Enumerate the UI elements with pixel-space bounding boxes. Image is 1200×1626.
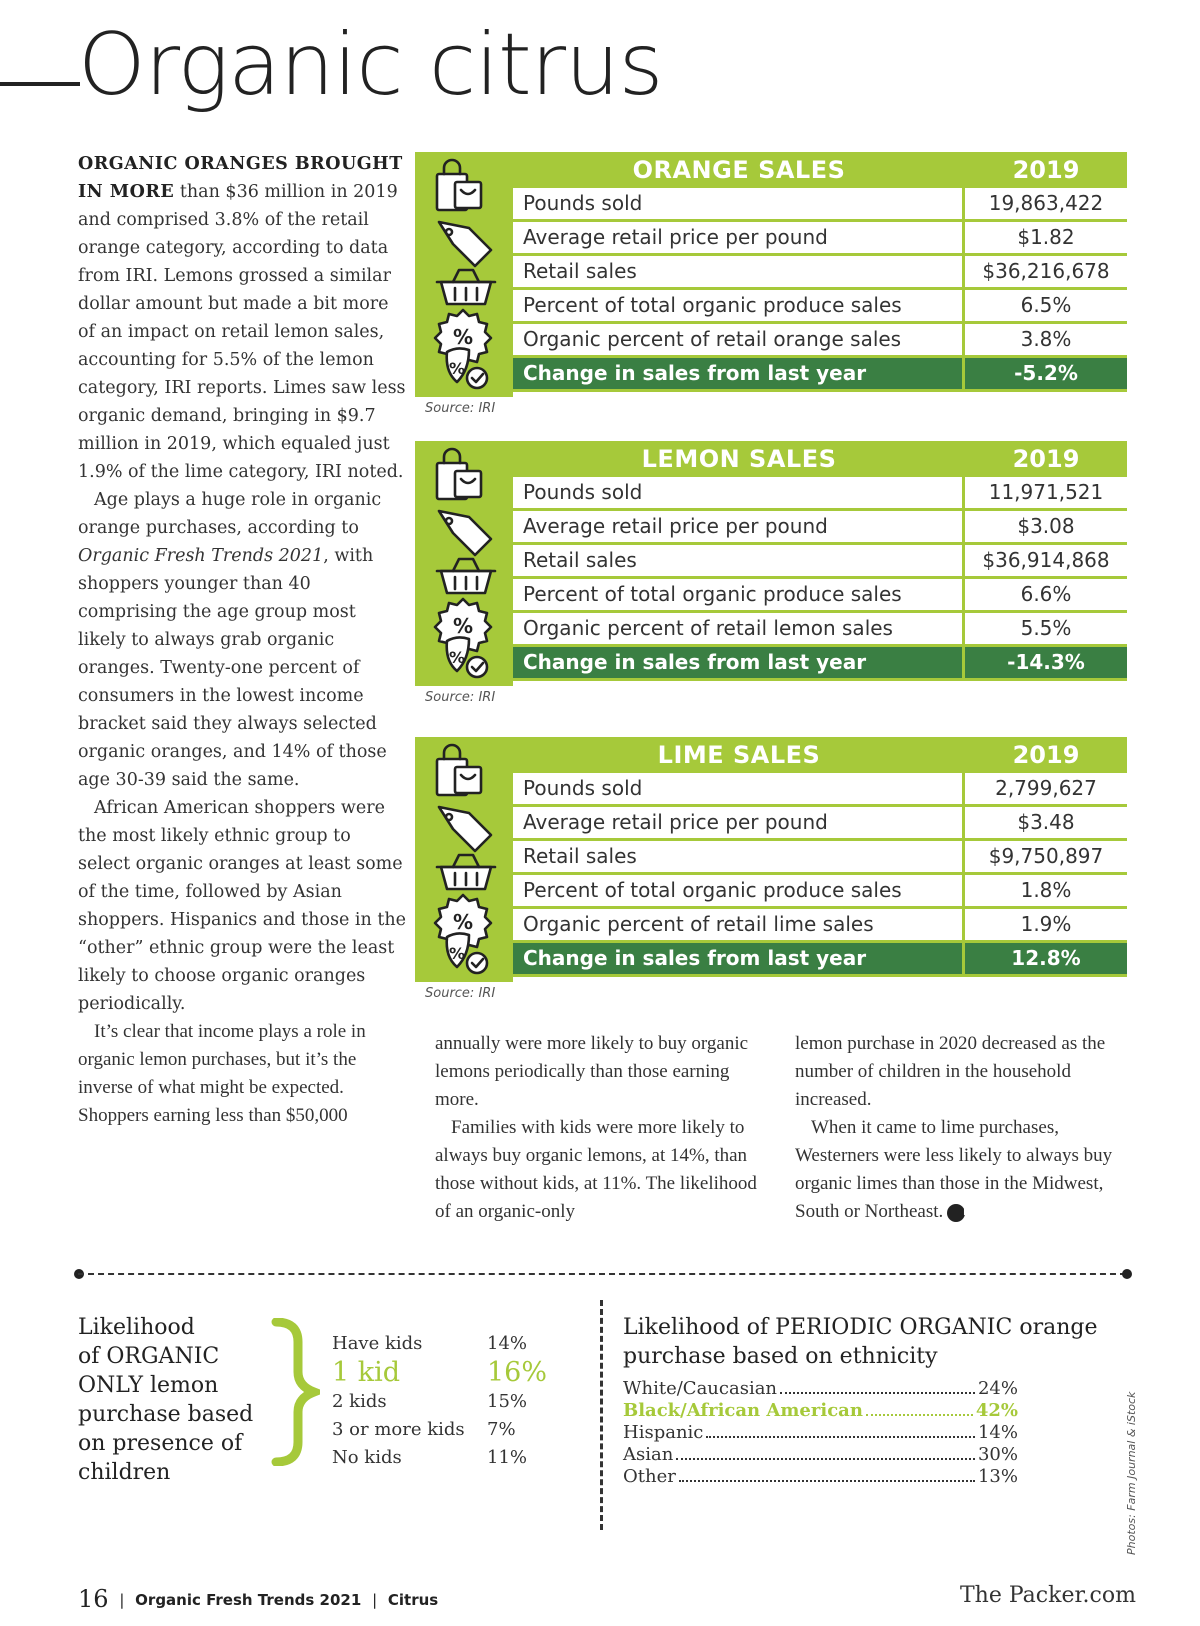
col2-paragraph-2: Families with kids were more likely to always buy organic lemons, at 14%, than those without kids, at 11%. The likelihood of an organic-only (435, 1117, 757, 1222)
kids-row-value: 14% (487, 1333, 528, 1354)
basket-icon (437, 270, 495, 304)
article-paragraph-2 (78, 486, 408, 794)
row-value: $3.08 (1017, 514, 1075, 538)
row-label: Retail sales (513, 841, 965, 872)
table-source: Source: IRI (425, 690, 496, 705)
table-row (513, 477, 1127, 511)
ethnicity-row (623, 1422, 1018, 1444)
table-row (513, 290, 1127, 324)
row-value: 1.9% (1020, 912, 1072, 936)
ethnicity-value: 42% (975, 1400, 1018, 1421)
col2-paragraph-1: annually were more likely to buy organic lemons periodically than those earning more. (435, 1033, 749, 1110)
row-label: Percent of total organic produce sales (513, 579, 965, 610)
table-row (513, 545, 1127, 579)
end-mark-badge: FT (947, 1204, 965, 1222)
row-value: $36,216,678 (982, 259, 1110, 283)
article-column-1 (78, 150, 408, 1130)
table-source: Source: IRI (425, 986, 496, 1001)
table-row (513, 909, 1127, 943)
publication-name: Organic Fresh Trends 2021 (135, 1591, 362, 1609)
kids-row (332, 1444, 562, 1472)
table-title: LEMON SALES (641, 445, 837, 473)
table-row (513, 807, 1127, 841)
row-label: Pounds sold (513, 773, 965, 804)
ethnicity-label: Asian (623, 1444, 674, 1465)
col3-paragraph-2 (795, 1114, 1135, 1226)
row-label: Change in sales from last year (513, 943, 965, 974)
row-value: $9,750,897 (988, 844, 1104, 868)
section-divider (78, 1273, 1126, 1275)
row-value: 6.6% (1020, 582, 1072, 606)
row-label: Change in sales from last year (513, 358, 965, 389)
paragraph-2-text-a: Age plays a huge role in organic orange purchases, according to (78, 490, 382, 538)
svg-text:%: % (449, 648, 466, 667)
article-column-3 (795, 1030, 1135, 1226)
table-row (513, 324, 1127, 358)
row-value: 1.8% (1020, 878, 1072, 902)
price-tag-icon (439, 511, 491, 555)
table-row (513, 222, 1127, 256)
svg-text:%: % (453, 325, 474, 349)
ethnicity-row (623, 1378, 1018, 1400)
ethnicity-box-title (623, 1313, 1097, 1371)
article-paragraph-4: It’s clear that income plays a role in organic lemon purchases, but it’s the inverse of what might be expected. Shoppers earning less than $50,000 (78, 1021, 366, 1126)
kids-box-title (78, 1313, 253, 1487)
table-title: ORANGE SALES (632, 156, 846, 184)
ethnicity-list (623, 1378, 1018, 1488)
table-header (513, 737, 1127, 773)
ethnicity-title-line: Likelihood of PERIODIC ORGANIC orange (623, 1315, 1098, 1340)
row-label: Organic percent of retail lime sales (513, 909, 965, 940)
sales-table (415, 152, 1127, 397)
row-value: 11,971,521 (988, 480, 1104, 504)
footer-separator: | (119, 1591, 125, 1609)
shopping-bag-icon (437, 160, 481, 210)
kids-row (332, 1388, 562, 1416)
table-row (513, 613, 1127, 647)
table-row (513, 841, 1127, 875)
ethnicity-label: White/Caucasian (623, 1378, 778, 1399)
table-row (513, 773, 1127, 807)
table-icon-column (415, 152, 513, 397)
row-value: 5.5% (1020, 616, 1072, 640)
basket-icon (437, 855, 495, 889)
table-row (513, 256, 1127, 290)
kids-title-line: ONLY lemon (78, 1373, 219, 1398)
table-header (513, 152, 1127, 188)
kids-title-line: of ORGANIC (78, 1344, 220, 1369)
curly-brace-icon (270, 1318, 320, 1466)
photo-credit: Photos: Farm Journal & iStock (1125, 1391, 1138, 1555)
ethnicity-row (623, 1444, 1018, 1466)
kids-row (332, 1416, 562, 1444)
row-label: Pounds sold (513, 188, 965, 219)
change-row (513, 647, 1127, 681)
ethnicity-row-highlight (623, 1400, 1018, 1422)
table-source: Source: IRI (425, 401, 496, 416)
row-label: Retail sales (513, 545, 965, 576)
row-label: Average retail price per pound (513, 511, 965, 542)
sales-table (415, 441, 1127, 686)
table-year: 2019 (1012, 156, 1080, 184)
kids-title-line: Likelihood (78, 1315, 195, 1340)
title-rule (0, 82, 80, 86)
ethnicity-value: 13% (977, 1466, 1018, 1487)
row-value: 3.8% (1020, 327, 1072, 351)
basket-icon (437, 559, 495, 593)
table-row (513, 875, 1127, 909)
vertical-divider (600, 1300, 603, 1530)
dot-leader (866, 1400, 973, 1416)
kids-row-label: 2 kids (332, 1391, 387, 1412)
table-year: 2019 (1012, 445, 1080, 473)
kids-list (332, 1330, 562, 1472)
svg-text:%: % (449, 359, 466, 378)
table-row (513, 579, 1127, 613)
ethnicity-value: 24% (977, 1378, 1018, 1399)
row-label: Change in sales from last year (513, 647, 965, 678)
sales-table (415, 737, 1127, 982)
price-tag-icon (439, 222, 491, 266)
row-label: Retail sales (513, 256, 965, 287)
dot-leader (679, 1466, 975, 1482)
svg-text:%: % (453, 614, 474, 638)
table-header (513, 441, 1127, 477)
price-tag-icon (439, 807, 491, 851)
svg-text:%: % (453, 910, 474, 934)
report-title-italic: Organic Fresh Trends 2021 (78, 546, 324, 566)
footer-separator: | (372, 1591, 378, 1609)
kids-row-label: No kids (332, 1447, 402, 1468)
row-value: 19,863,422 (988, 191, 1104, 215)
kids-row-value: 7% (487, 1419, 516, 1440)
kids-row-value: 15% (487, 1391, 528, 1412)
row-value: 6.5% (1020, 293, 1072, 317)
row-value: 2,799,627 (995, 776, 1097, 800)
table-row (513, 188, 1127, 222)
shopping-bag-icon (437, 449, 481, 499)
row-label: Percent of total organic produce sales (513, 875, 965, 906)
kids-row-highlight (332, 1358, 562, 1388)
page-title: Organic citrus (78, 15, 663, 115)
table-title: LIME SALES (657, 741, 821, 769)
lead-caps: ORGANIC ORANGES BROUGHT IN MORE (78, 154, 403, 202)
row-label: Organic percent of retail orange sales (513, 324, 965, 355)
kids-title-line: on presence of (78, 1431, 243, 1456)
ethnicity-title-line: purchase based on ethnicity (623, 1344, 938, 1369)
svg-text:%: % (449, 944, 466, 963)
table-icon-column (415, 441, 513, 686)
site-name: The Packer.com (960, 1583, 1136, 1608)
ethnicity-label: Black/African American (623, 1400, 863, 1421)
article-paragraph-1 (78, 150, 408, 486)
change-row (513, 358, 1127, 392)
row-value: $1.82 (1017, 225, 1075, 249)
section-name: Citrus (387, 1591, 439, 1609)
kids-row-label: 1 kid (332, 1357, 401, 1388)
ethnicity-label: Hispanic (623, 1422, 704, 1443)
paragraph-1-text: than $36 million in 2019 and comprised 3.8% of the retail orange category, according to data from IRI. Lemons grossed a similar dollar amount but made a bit more of an impact on retail lemon sales, accounting for 5.5% of the lemon category, IRI reports. Limes saw less organic demand, bringing in $9.7 million in 2019, which equaled just 1.9% of the lime category, IRI noted. (78, 182, 406, 482)
row-label: Average retail price per pound (513, 807, 965, 838)
col3-paragraph-1: lemon purchase in 2020 decreased as the number of children in the household increased. (795, 1033, 1106, 1110)
row-value: $3.48 (1017, 810, 1075, 834)
table-icon-column (415, 737, 513, 982)
dot-leader (706, 1422, 975, 1438)
row-value: $36,914,868 (982, 548, 1110, 572)
table-year: 2019 (1012, 741, 1080, 769)
dot-leader (780, 1378, 975, 1394)
footer (78, 1585, 438, 1613)
kids-row-label: Have kids (332, 1333, 423, 1354)
row-label: Organic percent of retail lemon sales (513, 613, 965, 644)
ethnicity-row (623, 1466, 1018, 1488)
col3-paragraph-2-text: When it came to lime purchases, Westerners were less likely to always buy organic limes than those in the Midwest, South or Northeast. (795, 1117, 1113, 1222)
row-value: -5.2% (1014, 361, 1078, 385)
divider-right-dot (1122, 1269, 1132, 1279)
page-number: 16 (78, 1585, 109, 1613)
table-row (513, 511, 1127, 545)
article-paragraph-3: African American shoppers were the most likely ethnic group to select organic oranges at least some of the time, followed by Asian shoppers. Hispanics and those in the “other” ethnic group were the least likely to choose organic oranges periodically. (78, 798, 407, 1014)
shopping-bag-icon (437, 745, 481, 795)
row-label: Percent of total organic produce sales (513, 290, 965, 321)
kids-title-line: children (78, 1460, 171, 1485)
row-label: Pounds sold (513, 477, 965, 508)
kids-row (332, 1330, 562, 1358)
dot-leader (676, 1444, 975, 1460)
row-value: 12.8% (1011, 946, 1081, 970)
change-row (513, 943, 1127, 977)
ethnicity-value: 14% (977, 1422, 1018, 1443)
kids-row-value: 11% (487, 1447, 528, 1468)
row-value: -14.3% (1007, 650, 1085, 674)
row-label: Average retail price per pound (513, 222, 965, 253)
ethnicity-value: 30% (977, 1444, 1018, 1465)
ethnicity-label: Other (623, 1466, 676, 1487)
kids-title-line: purchase based (78, 1402, 254, 1427)
kids-row-value: 16% (487, 1357, 548, 1388)
article-column-2 (435, 1030, 775, 1226)
paragraph-2-text-b: , with shoppers younger than 40 comprising the age group most likely to always grab organic oranges. Twenty-one percent of consumers in the lowest income bracket said they always selected organic oranges, and 14% of those age 30-39 said the same. (78, 546, 387, 790)
kids-row-label: 3 or more kids (332, 1419, 465, 1440)
